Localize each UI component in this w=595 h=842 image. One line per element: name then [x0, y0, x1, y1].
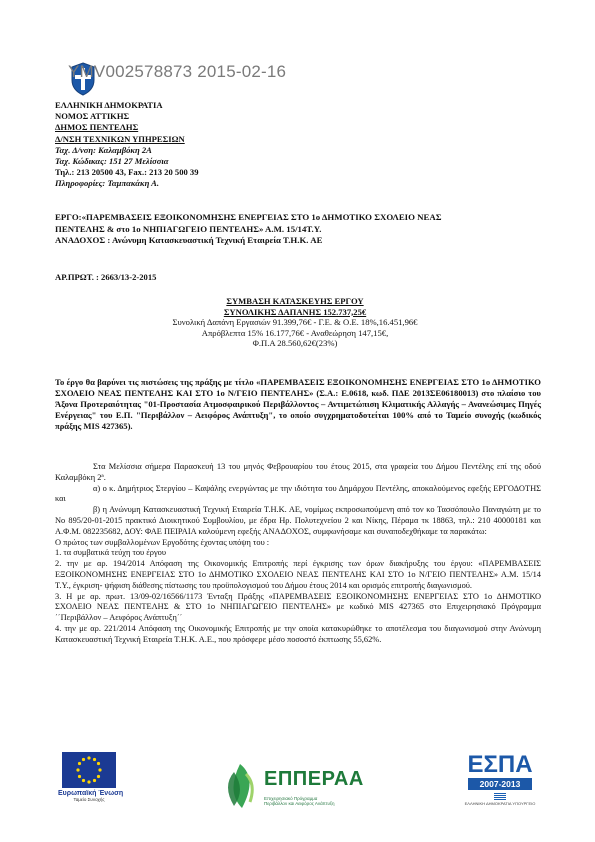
header-line-info: Πληροφορίες: Ταμπακάκη Α. [55, 178, 160, 189]
espa-logo [460, 752, 540, 818]
funding-paragraph: Το έργο θα βαρύνει τις πιστώσεις της πράξης με τίτλο «ΠΑΡΕΜΒΑΣΕΙΣ ΕΞΟΙΚΟΝΟΜΗΣΗΣ ΕΝΕΡΓΕΙΑΣ ΣΤΟ 1ο ΔΗΜΟΤΙΚΟ ΣΧΟΛΕΙΟ ΝΕΑΣ ΠΕΝΤΕΛΗΣ ΚΑΙ ΣΤΟ 1ο Ν/ΓΕΙΟ ΠΕΝΤΕΛΗΣ» (Σ.Α.: Ε.0618, κωδ. ΠΔΕ 2013ΣΕ06180013) στο πλαίσιο του Άξονα Προτεραιότητας "01-Προστασία Ατμοσφαιρικού Περιβάλλοντος – Αντιμετώπιση Κλιματικής Αλλαγής – Ανανεώσιμες Πηγές Ενέργειας" του Ε.Π. "Περιβάλλον – Αειφόρος Ανάπτυξη", το οποίο συγχρηματοδοτείται 100% από το Ταμείο συνοχής (κωδικός πράξης MIS 427365). [55, 377, 541, 431]
issuer-header [55, 100, 199, 190]
header-line-municipality: ΔΗΜΟΣ ΠΕΝΤΕΛΗΣ [55, 122, 139, 133]
header-line-postcode: Ταχ. Κώδικας: 151 27 Μελίσσια [55, 156, 169, 167]
header-line-prefecture: ΝΟΜΟΣ ΑΤΤΙΚΗΣ [55, 111, 130, 122]
header-line-phone: Τηλ.: 213 20500 43, Fax.: 213 20 500 39 [55, 167, 199, 178]
greek-flag-icon [494, 793, 506, 801]
body-paragraph: β) η Ανώνυμη Κατασκευαστική Τεχνική Εταιρεία Τ.Η.Κ. ΑΕ, νομίμως εκπροσωπούμενη από τον κο Τασσόπουλο Παναγιώτη με το Νο 895/20-01-2015 πρακτικό Διοικητικού Συμβουλίου, με έδρα Ηρ. Πολυτεχνείου 2 και Νίκης, Πέραμα τκ 18863, τηλ.: 210 40000181 και Α.Φ.Μ. 082235682, ΔΟΥ: ΦΑΕ ΠΕΙΡΑΙΑ καλούμενη εφεξής ΑΝΑΔΟΧΟΣ, συμφωνήσαμε και συναποδεχθήκαμε τα παρακάτω: [55, 505, 541, 536]
contract-total: ΣΥΝΟΛΙΚΗΣ ΔΑΠΑΝΗΣ 152.737,25€ [223, 306, 367, 317]
eu-flag-icon [62, 752, 116, 788]
espa-years: 2007-2013 [468, 778, 532, 790]
project-block [55, 212, 541, 247]
body-list-item: 1. τα συμβατικά τεύχη του έργου [55, 548, 167, 558]
contract-vat: Φ.Π.Α 28.560,62€(23%) [252, 338, 338, 349]
header-line-address: Ταχ. Δ/νση: Καλαμβόκη 2Α [55, 144, 152, 155]
project-contractor: ΑΝΑΔΟΧΟΣ : Ανώνυμη Κατασκευαστική Τεχνική Εταιρεία Τ.Η.Κ. ΑΕ [55, 235, 323, 245]
epperaa-sub-line2: Περιβάλλον και Αειφόρος Ανάπτυξη [264, 801, 335, 806]
eu-label: Ευρωπαϊκή Ένωση [58, 790, 124, 797]
project-title-line1: ΕΡΓΟ:«ΠΑΡΕΜΒΑΣΕΙΣ ΕΞΟΙΚΟΝΟΜΗΣΗΣ ΕΝΕΡΓΕΙΑΣ ΣΤΟ 1ο ΔΗΜΟΤΙΚΟ ΣΧΟΛΕΙΟ ΝΕΑΣ [55, 212, 442, 222]
contract-heading [120, 296, 470, 349]
epperaa-wordmark: ΕΠΠΕΡΑΑ [264, 768, 364, 790]
leaf-icon [220, 762, 260, 812]
funding-logos [55, 752, 541, 822]
project-title-line2: ΠΕΝΤΕΛΗΣ & στο 1ο ΝΗΠΙΑΓΩΓΕΙΟ ΠΕΝΤΕΛΗΣ» Α.Μ. 15/14Τ.Υ. [55, 223, 322, 234]
contract-body [55, 462, 541, 646]
eu-sublabel: Ταμείο Συνοχής [73, 797, 105, 802]
body-list-item: 3. Η με αρ. πρωτ. 13/09-02/16566/1173 Ένταξη Πράξης «ΠΑΡΕΜΒΑΣΕΙΣ ΕΞΟΙΚΟΝΟΜΗΣΗΣ ΕΝΕΡΓΕΙΑΣ ΣΤΟ 1ο ΔΗΜΟΤΙΚΟ ΣΧΟΛΕΙΟ ΝΕΑΣ ΠΕΝΤΕΛΗΣ & ΣΤΟ 1ο ΝΗΠΙΑΓΩΓΕΙΟ ΠΕΝΤΕΛΗΣ» με κωδικό MIS 427365 στο Επιχειρησιακό Πρόγραμμα ΄΄Περιβάλλον – Αειφόρος Ανάπτυξη΄΄ [55, 591, 541, 623]
header-line-directorate: Δ/ΝΣΗ ΤΕΧΝΙΚΩΝ ΥΠΗΡΕΣΙΩΝ [55, 133, 185, 144]
epperaa-logo [220, 756, 364, 818]
espa-caption: ΕΛΛΗΝΙΚΗ ΔΗΜΟΚΡΑΤΙΑ ΥΠΟΥΡΓΕΙΟ [464, 801, 536, 806]
epperaa-sub-line1: Επιχειρησιακό Πρόγραμμα [264, 796, 318, 801]
contract-contingency: Απρόβλεπτα 15% 16.177,76€ - Αναθεώρηση 147,15€, [201, 327, 389, 338]
body-paragraph: Στα Μελίσσια σήμερα Παρασκευή 13 του μηνός Φεβρουαρίου του έτους 2015, στα γραφεία του Δήμου Πεντέλης επί της οδού Καλαμβόκη 2ª. [55, 462, 541, 482]
body-list-item: 2. την με αρ. 194/2014 Απόφαση της Οικονομικής Επιτροπής περί έγκρισης των όρων διακήρυξης του έργου: «ΠΑΡΕΜΒΑΣΕΙΣ ΕΞΟΙΚΟΝΟΜΗΣΗΣ ΕΝΕΡΓΕΙΑΣ ΣΤΟ 1ο ΔΗΜΟΤΙΚΟ ΣΧΟΛΕΙΟ ΝΕΑΣ ΠΕΝΤΕΛΗΣ ΚΑΙ ΣΤΟ 1ο Ν/ΓΕΙΟ ΠΕΝΤΕΛΗΣ» Α.Μ. 15/14 Τ.Υ., έγκριση- ψήφιση διάθεσης πίστωσης του προϋπολογισμού του Δήμου έτους 2014 και ορισμός επιτροπής διαγωνισμού. [55, 559, 541, 590]
epperaa-subtitle [264, 796, 335, 806]
protocol-number: ΑΡ.ΠΡΩΤ. : 2663/13-2-2015 [55, 272, 157, 282]
body-paragraph: Ο πρώτος των συμβαλλομένων Εργοδότης έχοντας υπόψη του : [55, 537, 270, 547]
espa-wordmark: ΕΣΠΑ [467, 751, 533, 778]
body-list-item: 4. την με αρ. 221/2014 Απόφαση της Οικονομικής Επιτροπής με την οποία κατακυρώθηκε το αποτέλεσμα του διαγωνισμού στην Ανώνυμη Κατασκευαστική Τεχνική Εταιρεία Τ.Η.Κ. Α.Ε., που πρόσφερε μέσο ποσοστό έκπτωσης 55,62%. [55, 623, 541, 644]
contract-cost-breakdown: Συνολική Δαπάνη Εργασιών 91.399,76€ - Γ.Ε. & Ο.Ε. 18%,16.451,96€ [172, 317, 418, 328]
header-line-republic: ΕΛΛΗΝΙΚΗ ΔΗΜΟΚΡΑΤΙΑ [55, 100, 163, 110]
eu-logo [58, 752, 124, 818]
body-paragraph: α) ο κ. Δημήτριος Στεργίου – Καψάλης ενεργώντας με την ιδιότητα του Δημάρχου Πεντέλης, αποκαλούμενος εφεξής ΕΡΓΟΔΟΤΗΣ και [55, 483, 541, 504]
document-id-stamp: ΥΜV002578873 2015-02-16 [68, 62, 287, 81]
contract-title: ΣΥΜΒΑΣΗ ΚΑΤΑΣΚΕΥΗΣ ΕΡΓΟΥ [226, 296, 364, 306]
